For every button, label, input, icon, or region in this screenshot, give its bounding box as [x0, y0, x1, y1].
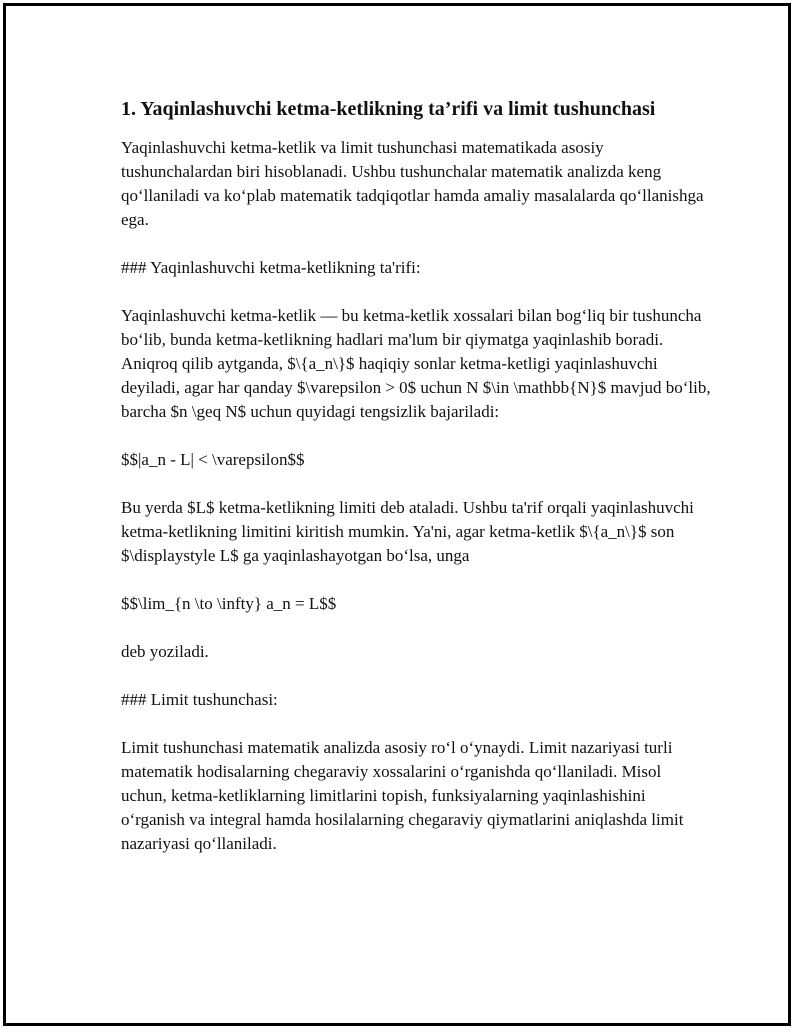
- document-page: [3, 3, 791, 1026]
- section-heading-limit: ### Limit tushunchasi:: [121, 690, 278, 709]
- document-content: [121, 96, 711, 880]
- intro-paragraph: Yaqinlashuvchi ketma-ketlik va limit tushunchasi matematikada asosiy tushunchalardan biri hisoblanadi. Ushbu tushunchalar matematik analizda keng qo‘llaniladi va ko‘plab matematik tadqiqotlar hamda amaliy masalalarda qo‘llanishga ega.: [121, 138, 704, 229]
- written-as-paragraph: deb yoziladi.: [121, 642, 209, 661]
- definition-paragraph: Yaqinlashuvchi ketma-ketlik — bu ketma-ketlik xossalari bilan bog‘liq bir tushuncha bo‘lib, bunda ketma-ketlikning hadlari ma'lum bir qiymatga yaqinlashib boradi. Aniqroq qilib aytganda, $\{a_n\}$ haqiqiy sonlar ketma-ketligi yaqinlashuvchi deyiladi, agar har qanday $\varepsilon > 0$ uchun N $\in \mathbb{N}$ mavjud bo‘lib, barcha $n \geq N$ uchun quyidagi tengsizlik bajariladi:: [121, 306, 711, 421]
- document-title: 1. Yaqinlashuvchi ketma-ketlikning ta’rifi va limit tushunchasi: [121, 98, 656, 120]
- section-heading-definition: ### Yaqinlashuvchi ketma-ketlikning ta'rifi:: [121, 258, 421, 277]
- limit-concept-paragraph: Limit tushunchasi matematik analizda asosiy ro‘l o‘ynaydi. Limit nazariyasi turli matematik hodisalarning chegaraviy xossalarini o‘rganishda qo‘llaniladi. Misol uchun, ketma-ketliklarning limitlarini topish, funksiyalarning yaqinlashishini o‘rganish va integral hamda hosilalarning chegaraviy qiymatlarini aniqlashda limit nazariyasi qo‘llaniladi.: [121, 738, 684, 853]
- limit-formula: $$\lim_{n \to \infty} a_n = L$$: [121, 594, 337, 613]
- limit-explanation-paragraph: Bu yerda $L$ ketma-ketlikning limiti deb ataladi. Ushbu ta'rif orqali yaqinlashuvchi ketma-ketlikning limitini kiritish mumkin. Ya'ni, agar ketma-ketlik $\{a_n\}$ son $\displaystyle L$ ga yaqinlashayotgan bo‘lsa, unga: [121, 498, 694, 565]
- inequality-formula: $$|a_n - L| < \varepsilon$$: [121, 450, 305, 469]
